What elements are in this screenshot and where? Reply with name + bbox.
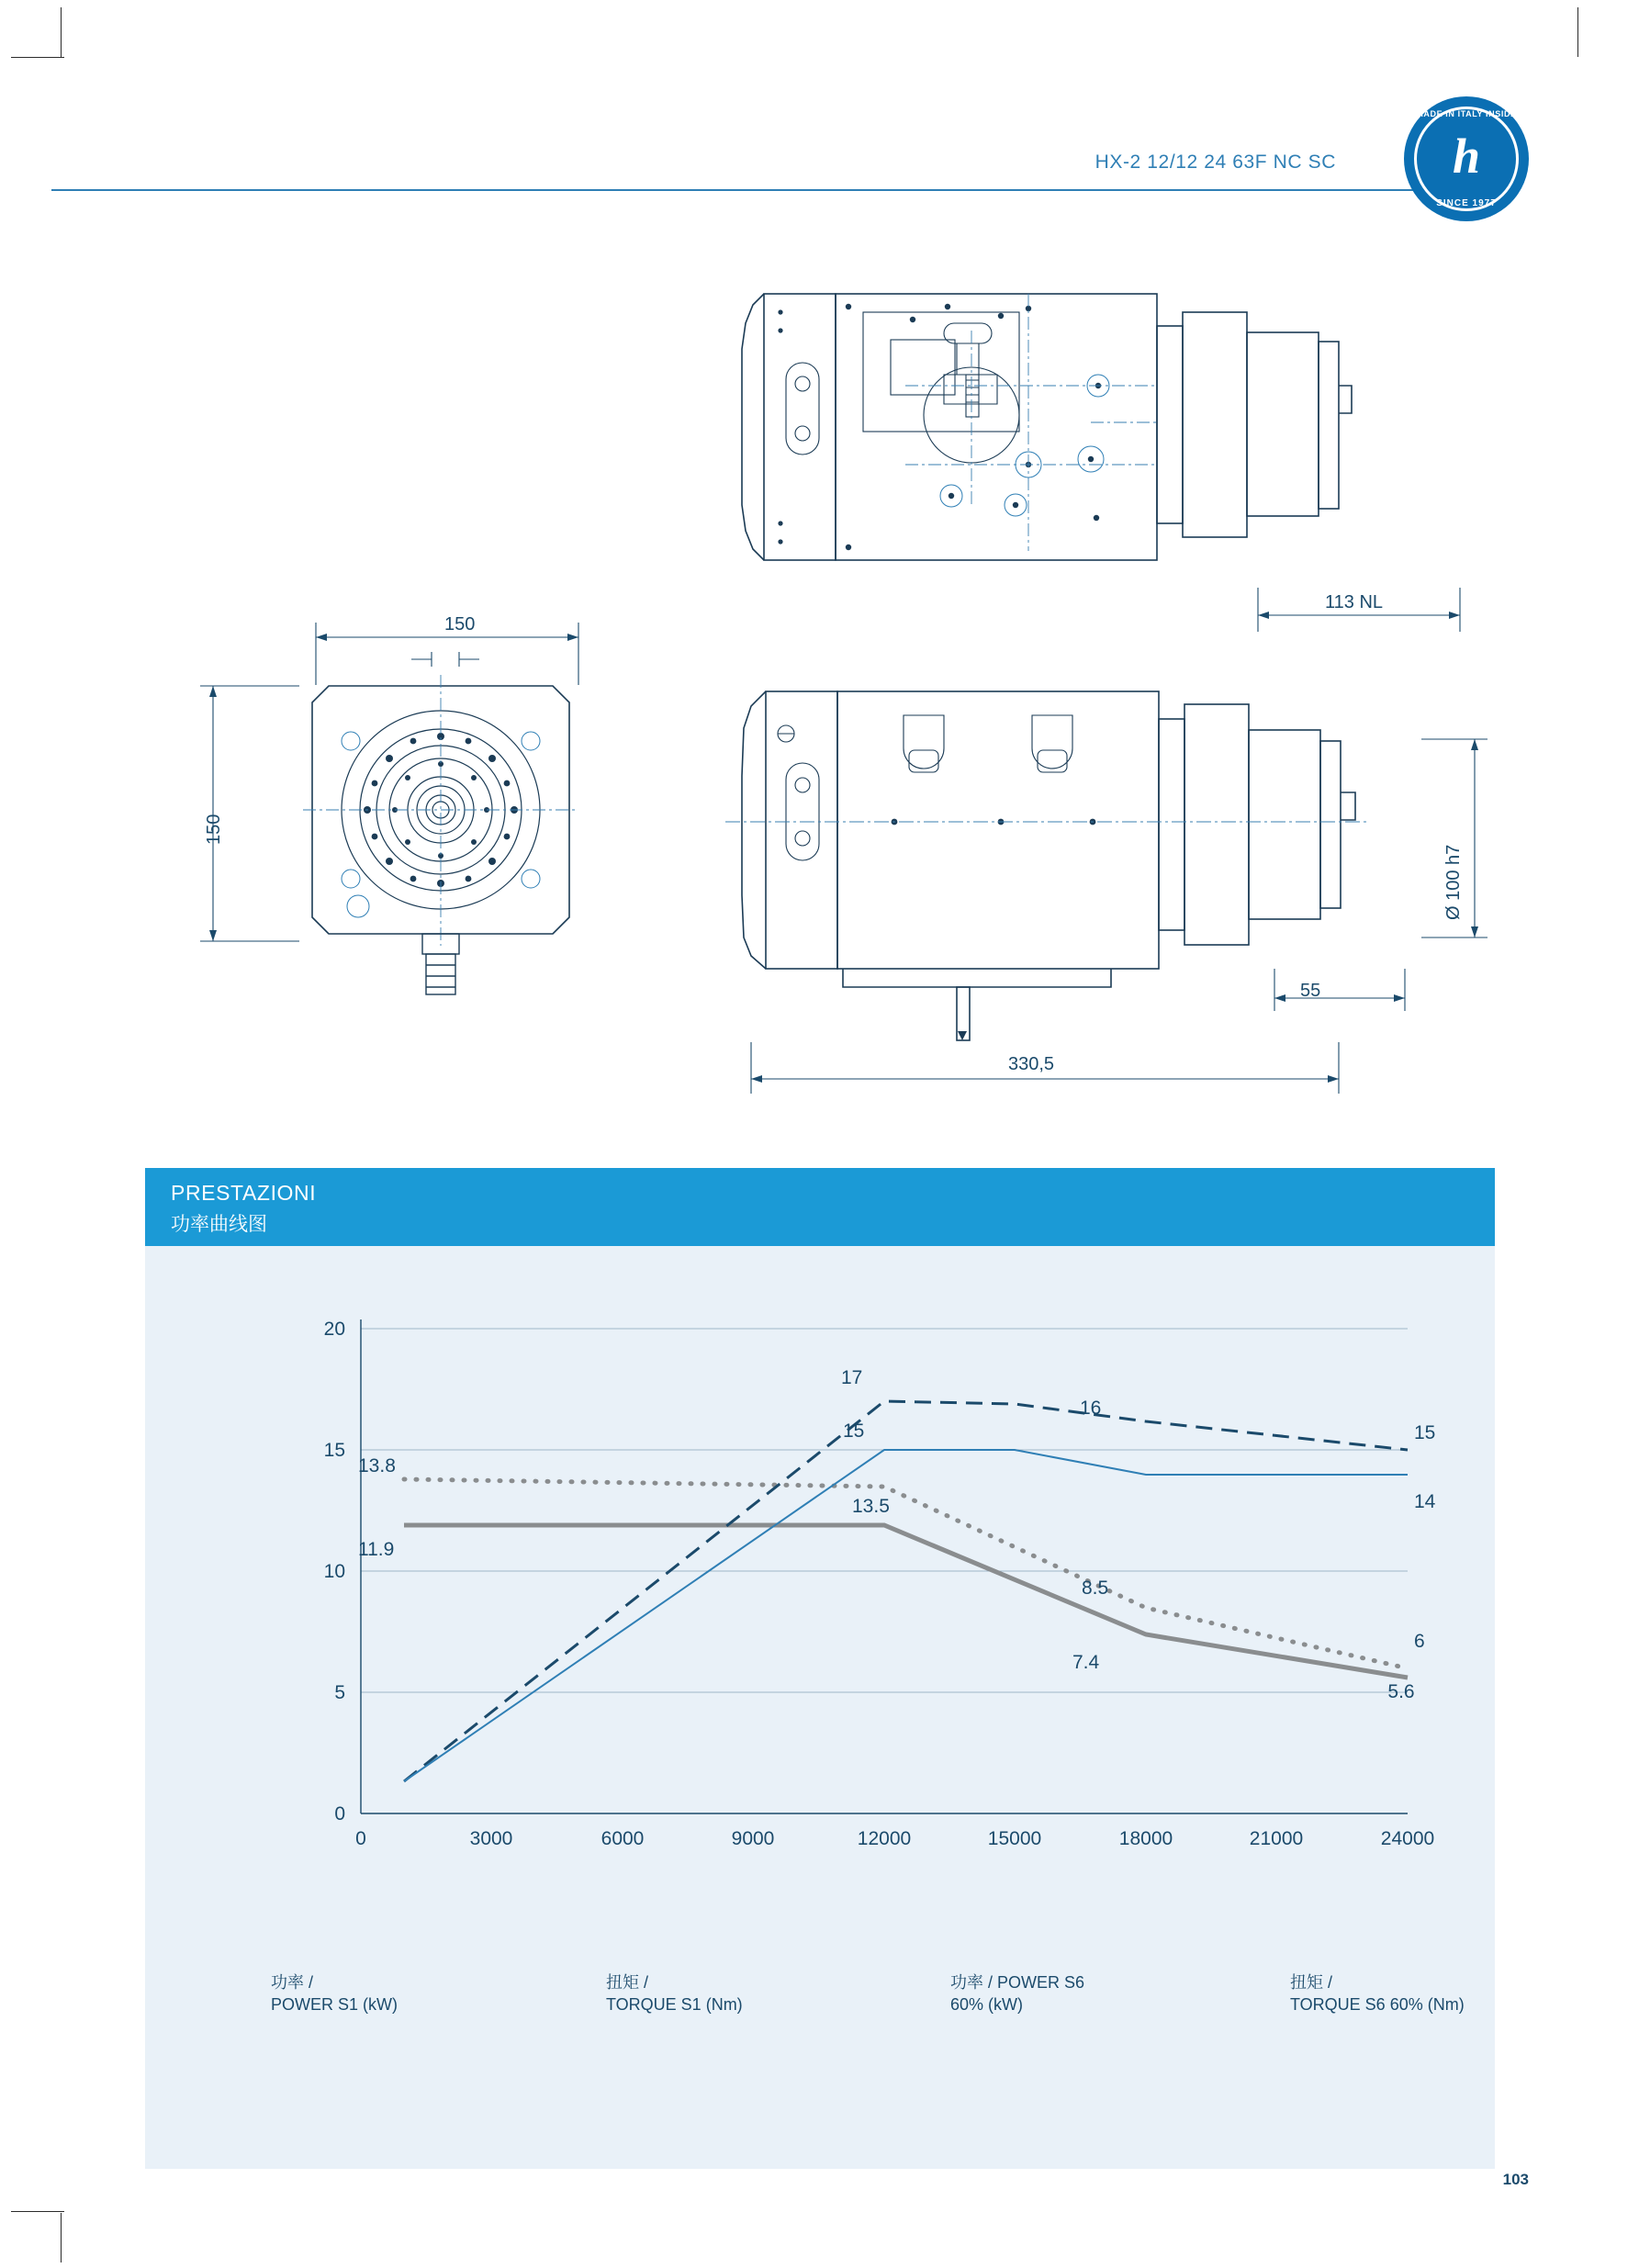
dimension-label-width-150: 150: [444, 614, 476, 634]
svg-text:15000: 15000: [987, 1828, 1042, 1849]
dimension-label-113nl: 113 NL: [1325, 592, 1384, 612]
legend-label-power-s1-zh: 功率 /: [271, 1973, 314, 1992]
svg-text:14: 14: [1414, 1491, 1436, 1512]
svg-text:11.9: 11.9: [358, 1539, 395, 1560]
performance-header: [145, 1168, 1495, 1246]
crop-mark-top-right-v: [1577, 7, 1578, 57]
svg-text:20: 20: [323, 1319, 345, 1340]
crop-mark-bottom-left-v: [61, 2213, 62, 2262]
svg-text:15: 15: [843, 1420, 865, 1442]
svg-text:21000: 21000: [1249, 1828, 1304, 1849]
svg-text:3000: 3000: [469, 1828, 513, 1849]
svg-text:13.8: 13.8: [358, 1455, 396, 1476]
svg-text:5: 5: [334, 1682, 345, 1703]
svg-text:24000: 24000: [1380, 1828, 1435, 1849]
legend-label-torque-s6-en: TORQUE S6 60% (Nm): [1290, 1995, 1465, 2015]
crop-mark-bottom-left-h: [11, 2211, 64, 2212]
badge-bottom-text: SINCE 1977: [1436, 198, 1497, 208]
svg-text:0: 0: [355, 1828, 366, 1849]
crop-mark-top-left-v: [61, 7, 62, 57]
legend-label-power-s6-zh: 功率 / POWER S6: [950, 1973, 1085, 1992]
legend-label-torque-s1-en: TORQUE S1 (Nm): [606, 1995, 743, 2015]
dimension-label-height-150: 150: [204, 814, 224, 845]
svg-text:12000: 12000: [857, 1828, 912, 1849]
svg-text:6000: 6000: [601, 1828, 645, 1849]
svg-text:10: 10: [323, 1561, 345, 1582]
page-number: 103: [1502, 2171, 1529, 2188]
legend-label-power-s6-en: 60% (kW): [950, 1995, 1024, 2015]
performance-title-it: PRESTAZIONI: [171, 1181, 317, 1205]
legend-label-power-s1-en: POWER S1 (kW): [271, 1995, 398, 2015]
legend-label-power-s6: [950, 1971, 1084, 2016]
page-title: HX-2 12/12 24 63F NC SC: [1095, 152, 1336, 173]
made-in-italy-badge: [1404, 96, 1529, 221]
dimension-label-bore: Ø 100 h7: [1443, 844, 1464, 920]
legend-label-power-s1: [271, 1971, 398, 2016]
svg-text:18000: 18000: [1118, 1828, 1173, 1849]
dimension-label-55: 55: [1300, 981, 1321, 1001]
legend-label-torque-s1: [606, 1971, 743, 2016]
legend-label-torque-s6: [1290, 1971, 1465, 2016]
dimension-55: [1267, 969, 1423, 1024]
svg-text:8.5: 8.5: [1082, 1577, 1109, 1599]
svg-text:7.4: 7.4: [1072, 1652, 1100, 1673]
legend-label-torque-s6-zh: 扭矩 /: [1290, 1973, 1333, 1992]
svg-text:9000: 9000: [731, 1828, 775, 1849]
legend-label-torque-s1-zh: 扭矩 /: [606, 1973, 649, 1992]
header-divider: [51, 189, 1465, 191]
drawing-face-view: [303, 675, 634, 1061]
svg-text:16: 16: [1080, 1398, 1102, 1419]
svg-text:5.6: 5.6: [1387, 1681, 1415, 1702]
svg-text:15: 15: [323, 1440, 345, 1461]
svg-text:13.5: 13.5: [852, 1496, 890, 1517]
svg-text:15: 15: [1414, 1422, 1436, 1443]
badge-h-logo: h: [1452, 129, 1481, 184]
dimension-label-330-5: 330,5: [1008, 1054, 1055, 1074]
svg-text:0: 0: [334, 1803, 345, 1825]
chart-legend: [197, 1973, 1483, 2061]
svg-text:6: 6: [1414, 1631, 1425, 1652]
performance-title-zh: 功率曲线图: [171, 1214, 267, 1235]
svg-text:17: 17: [841, 1367, 863, 1388]
badge-top-text: MADE IN ITALY INSIDE: [1416, 109, 1517, 118]
crop-mark-top-left-h: [11, 57, 64, 58]
